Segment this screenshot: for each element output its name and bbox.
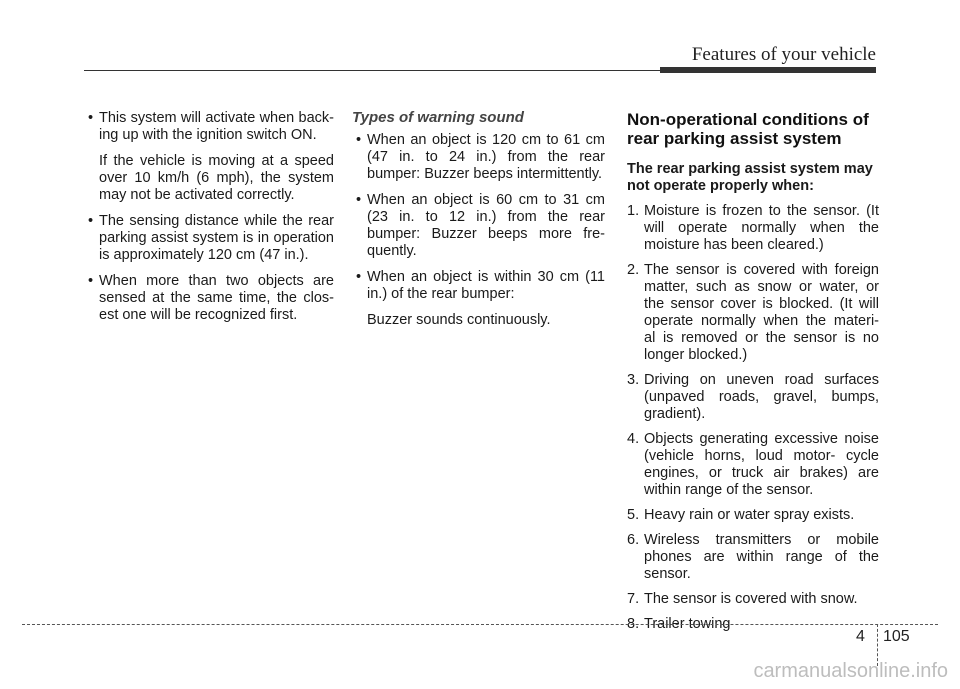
bullet-item [352, 192, 605, 260]
paragraph: When an object is 120 cm to 61 cm (47 in. to 24 in.) from the rear bumper: Buzzer beeps intermittently. [367, 132, 605, 182]
paragraph: When more than two objects are sensed at the same time, the clos- est one will be recognized first. [99, 273, 334, 323]
item-text: Heavy rain or water spray exists. [644, 507, 855, 523]
bullet-icon: • [88, 213, 94, 229]
item-text: Moisture is frozen to the sensor. (It will operate normally when the moisture has been cleared.) [644, 203, 879, 253]
item-text: Wireless transmitters or mobile phones are within range of the sensor. [644, 532, 879, 582]
item-number: 2. [627, 262, 640, 278]
bullet-item [84, 110, 334, 204]
item-text: Trailer towing [644, 616, 731, 632]
paragraph: When an object is 60 cm to 31 cm (23 in. to 12 in.) from the rear bumper: Buzzer beeps more fre- quently. [367, 192, 605, 259]
numbered-item [627, 262, 879, 364]
item-text: Objects generating excessive noise (vehicle horns, loud motor- cycle engines, or truck air brakes) are within range of the sensor. [644, 431, 879, 498]
bullet-icon: • [356, 132, 362, 148]
bullet-icon: • [88, 273, 94, 289]
column-1 [84, 110, 334, 333]
bullet-icon: • [88, 110, 94, 126]
numbered-item [627, 203, 879, 254]
item-number: 3. [627, 372, 640, 388]
column-2 [352, 110, 605, 338]
item-number: 5. [627, 507, 640, 523]
paragraph: This system will activate when back- ing up with the ignition switch ON. [99, 110, 334, 143]
item-number: 7. [627, 591, 640, 607]
item-text: Driving on uneven road surfaces (unpaved roads, gravel, bumps, gradient). [644, 372, 879, 422]
column-3 [627, 110, 879, 641]
item-number: 6. [627, 532, 640, 548]
bullet-item [352, 269, 605, 329]
item-number: 4. [627, 431, 640, 447]
item-number: 1. [627, 203, 640, 219]
paragraph: If the vehicle is moving at a speed over 10 km/h (6 mph), the system may not be activated correctly. [99, 153, 334, 203]
bullet-item [84, 273, 334, 324]
numbered-item [627, 532, 879, 583]
section-subheading: Types of warning sound [352, 109, 524, 126]
chapter-number: 4 [856, 628, 865, 645]
numbered-item [627, 591, 879, 608]
section-heading: Non-operational conditions of rear parking assist system [627, 110, 869, 148]
paragraph: Buzzer sounds continuously. [367, 312, 551, 328]
header-rule-accent [660, 67, 876, 73]
section-intro: The rear parking assist system may not operate properly when: [627, 161, 873, 194]
watermark: carmanualsonline.info [753, 660, 948, 682]
bullet-icon: • [356, 192, 362, 208]
numbered-item [627, 507, 879, 524]
numbered-item [627, 372, 879, 423]
bullet-item [352, 132, 605, 183]
paragraph: The sensing distance while the rear parking assist system is in operation is approximately 120 cm (47 in.). [99, 213, 334, 263]
bullet-icon: • [356, 269, 362, 285]
header-title: Features of your vehicle [691, 44, 876, 65]
page-number: 105 [883, 628, 910, 645]
paragraph: When an object is within 30 cm (11 in.) of the rear bumper: [367, 269, 605, 302]
numbered-item [627, 431, 879, 499]
item-number: 8. [627, 616, 640, 632]
footer-rule [22, 624, 938, 625]
bullet-item [84, 213, 334, 264]
item-text: The sensor is covered with foreign matter, such as snow or water, or the sensor cover is blocked. (It will operate normally when the materi- al is removed or the sensor is no longer blocked.) [644, 262, 879, 363]
item-text: The sensor is covered with snow. [644, 591, 858, 607]
